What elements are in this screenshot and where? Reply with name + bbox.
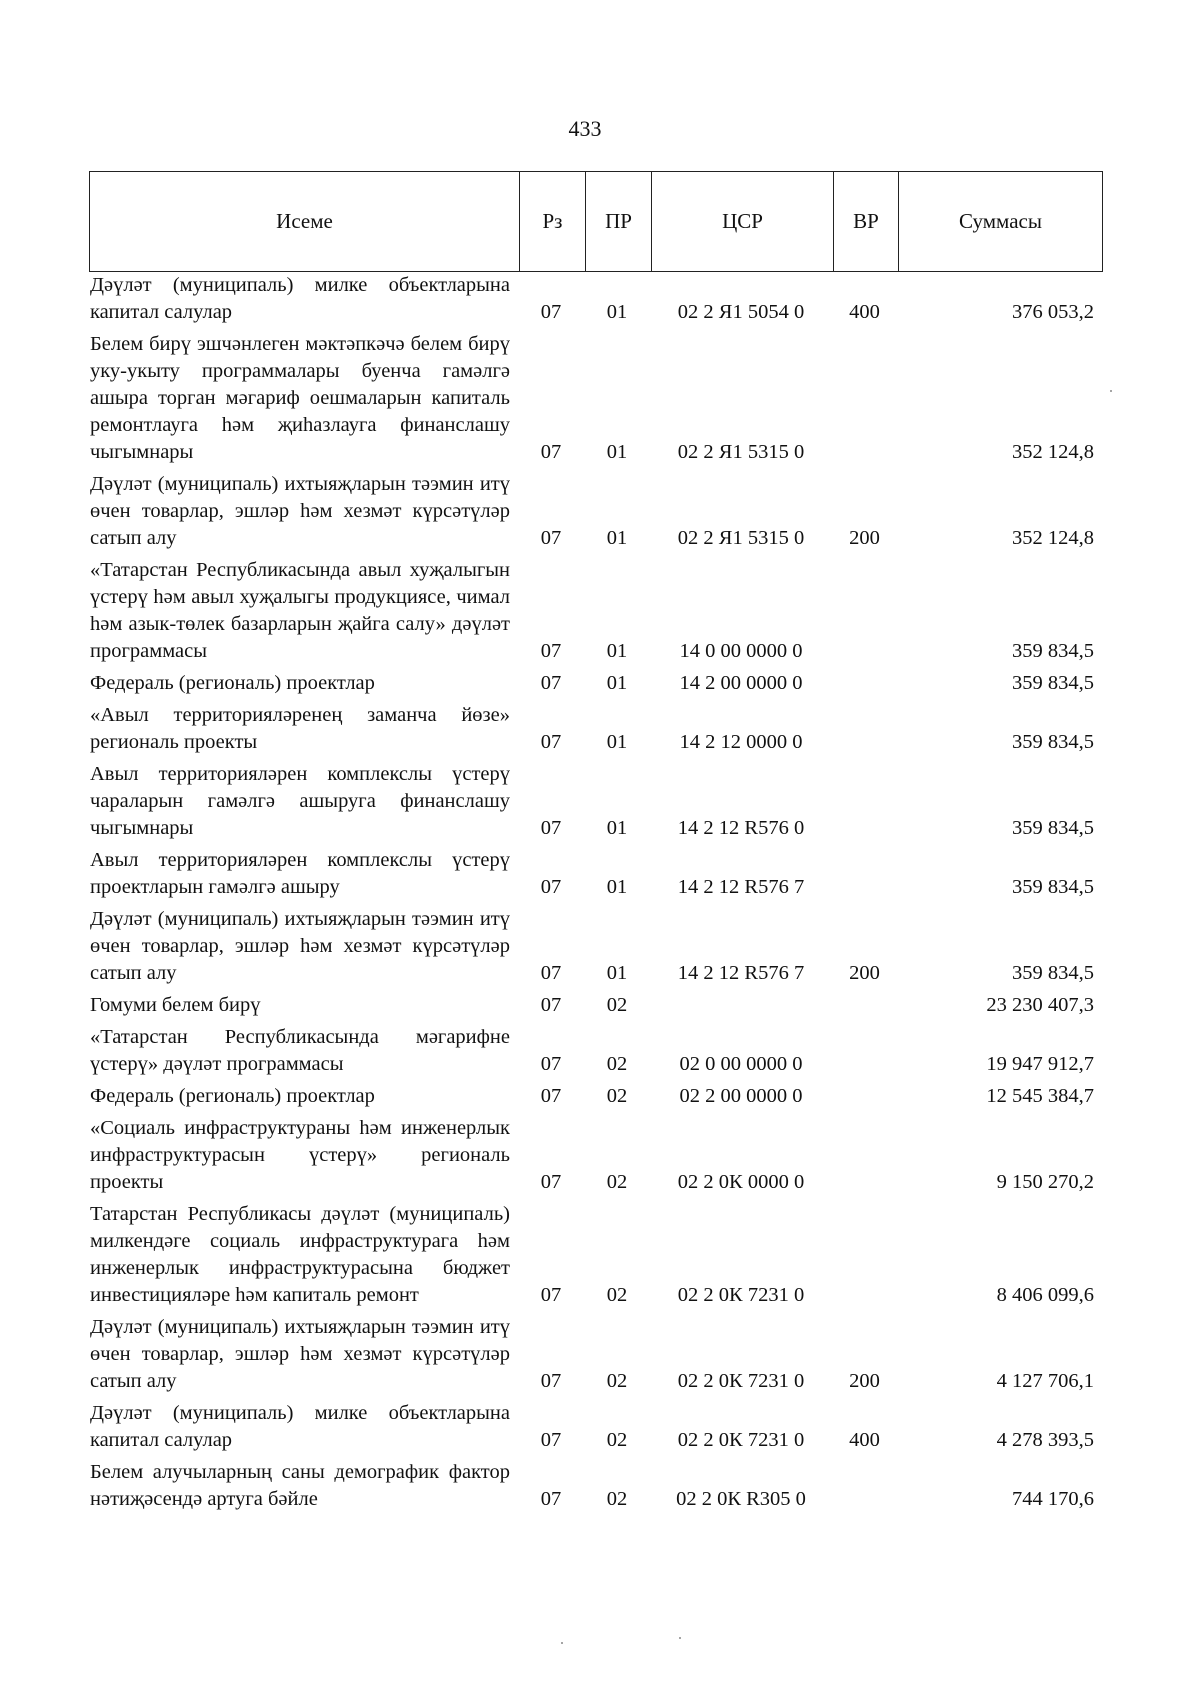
header-csr: ЦСР <box>651 172 833 271</box>
row-rz: 07 <box>540 731 562 753</box>
row-name: Федераль (региональ) проектлар <box>90 1085 375 1107</box>
header-pr: ПР <box>585 172 651 271</box>
table-row <box>90 992 1104 1024</box>
row-vr: 200 <box>849 1370 880 1392</box>
row-pr: 02 <box>606 1370 628 1392</box>
row-name: Федераль (региональ) проектлар <box>90 672 375 694</box>
row-name: Авыл территорияләрен комплекслы үстерү чараларын гамәлгә ашыруга финанслашу чыгымнары <box>90 763 510 839</box>
table-row <box>90 1201 1104 1314</box>
row-sum: 19 947 912,7 <box>986 1053 1094 1075</box>
row-sum: 359 834,5 <box>1012 731 1094 753</box>
row-name: «Татарстан Республикасында авыл хуҗалыгын үстерү һәм авыл хуҗалыгы продукциясе, чимал һәм азык-төлек базарларын җайга салу» дәүләт программасы <box>90 559 510 662</box>
row-sum: 744 170,6 <box>1012 1488 1094 1510</box>
row-sum: 23 230 407,3 <box>986 994 1094 1016</box>
row-sum: 352 124,8 <box>1012 441 1094 463</box>
row-name: «Социаль инфраструктураны һәм инженерлык инфраструктурасын үстерү» региональ проекты <box>90 1117 510 1193</box>
row-csr: 14 2 00 0000 0 <box>679 672 803 694</box>
table-row <box>90 670 1104 702</box>
scan-speck <box>561 1642 563 1644</box>
row-rz: 07 <box>540 301 562 323</box>
table-row <box>90 1083 1104 1115</box>
row-csr: 14 2 12 R576 7 <box>677 876 805 898</box>
row-csr: 02 2 Я1 5054 0 <box>677 301 805 323</box>
table-row <box>90 331 1104 471</box>
table-row <box>90 761 1104 847</box>
row-pr: 02 <box>606 1429 628 1451</box>
row-pr: 01 <box>606 640 628 662</box>
row-csr: 02 2 Я1 5315 0 <box>677 527 805 549</box>
row-sum: 9 150 270,2 <box>996 1171 1094 1193</box>
row-csr: 14 2 12 R576 7 <box>677 962 805 984</box>
table-row <box>90 847 1104 906</box>
table-body <box>90 272 1104 1518</box>
row-sum: 4 127 706,1 <box>996 1370 1094 1392</box>
row-name: Белем алучыларның саны демографик фактор нәтиҗәсендә артуга бәйле <box>90 1461 510 1510</box>
page-number: 433 <box>568 116 602 141</box>
table-row <box>90 1115 1104 1201</box>
row-vr: 400 <box>849 1429 880 1451</box>
row-sum: 376 053,2 <box>1012 301 1094 323</box>
table-row <box>90 272 1104 331</box>
row-name: Авыл территорияләрен комплекслы үстерү проектларын гамәлгә ашыру <box>90 849 510 898</box>
header-vr: ВР <box>833 172 898 271</box>
row-rz: 07 <box>540 962 562 984</box>
row-pr: 01 <box>606 817 628 839</box>
row-csr: 02 2 0К 7231 0 <box>677 1284 805 1306</box>
row-rz: 07 <box>540 1370 562 1392</box>
row-pr: 02 <box>606 1284 628 1306</box>
table-row <box>90 702 1104 761</box>
row-name: Дәүләт (муниципаль) ихтыяҗларын тәэмин итү өчен товарлар, эшләр һәм хезмәт күрсәтүләр сатып алу <box>90 473 510 549</box>
row-name: Дәүләт (муниципаль) милке объектларына капитал салулар <box>90 274 510 323</box>
row-name: «Авыл территорияләренең заманча йөзе» региональ проекты <box>90 704 510 753</box>
row-name: «Татарстан Республикасында мәгарифне үстерү» дәүләт программасы <box>90 1026 510 1075</box>
row-vr: 200 <box>849 962 880 984</box>
scan-speck <box>1110 390 1112 392</box>
row-pr: 01 <box>606 962 628 984</box>
row-pr: 01 <box>606 876 628 898</box>
row-rz: 07 <box>540 1053 562 1075</box>
row-rz: 07 <box>540 441 562 463</box>
row-vr: 200 <box>849 527 880 549</box>
row-csr: 14 2 12 R576 0 <box>677 817 805 839</box>
row-vr: 400 <box>849 301 880 323</box>
row-sum: 12 545 384,7 <box>986 1085 1094 1107</box>
row-rz: 07 <box>540 817 562 839</box>
table-row <box>90 906 1104 992</box>
header-name: Исеме <box>276 209 333 233</box>
row-pr: 01 <box>606 731 628 753</box>
row-csr: 02 2 0К 7231 0 <box>677 1429 805 1451</box>
row-rz: 07 <box>540 1171 562 1193</box>
row-rz: 07 <box>540 1488 562 1510</box>
row-rz: 07 <box>540 640 562 662</box>
row-sum: 359 834,5 <box>1012 876 1094 898</box>
row-rz: 07 <box>540 876 562 898</box>
row-rz: 07 <box>540 1085 562 1107</box>
row-name: Татарстан Республикасы дәүләт (муниципаль) милкендәге социаль инфраструктурага һәм инженерлык инфраструктурасына бюджет инвестицияләре һәм капиталь ремонт <box>90 1203 510 1306</box>
header-sum: Суммасы <box>898 172 1102 271</box>
scan-speck <box>679 1637 681 1639</box>
row-csr: 14 2 12 0000 0 <box>679 731 803 753</box>
row-sum: 359 834,5 <box>1012 817 1094 839</box>
row-csr: 14 0 00 0000 0 <box>679 640 803 662</box>
row-name: Белем бирү эшчәнлеген мәктәпкәчә белем бирү уку-укыту программалары буенча гамәлгә ашыра торган мәгариф оешмаларын капиталь ремонтлауга һәм җиһазлауга финанслашу чыгымнары <box>90 333 510 463</box>
row-sum: 4 278 393,5 <box>996 1429 1094 1451</box>
row-rz: 07 <box>540 672 562 694</box>
row-rz: 07 <box>540 1284 562 1306</box>
table-row <box>90 1400 1104 1459</box>
row-pr: 01 <box>606 441 628 463</box>
row-csr: 02 2 0К R305 0 <box>676 1488 806 1510</box>
row-sum: 8 406 099,6 <box>996 1284 1094 1306</box>
row-sum: 359 834,5 <box>1012 672 1094 694</box>
row-name: Дәүләт (муниципаль) милке объектларына капитал салулар <box>90 1402 510 1451</box>
row-name: Гомуми белем бирү <box>90 994 261 1016</box>
row-csr: 02 2 Я1 5315 0 <box>677 441 805 463</box>
table-row <box>90 1314 1104 1400</box>
table-header <box>89 171 1103 272</box>
row-sum: 359 834,5 <box>1012 962 1094 984</box>
row-pr: 02 <box>606 1488 628 1510</box>
row-csr: 02 2 0К 0000 0 <box>677 1171 805 1193</box>
row-sum: 359 834,5 <box>1012 640 1094 662</box>
row-name: Дәүләт (муниципаль) ихтыяҗларын тәэмин итү өчен товарлар, эшләр һәм хезмәт күрсәтүләр сатып алу <box>90 1316 510 1392</box>
row-rz: 07 <box>540 994 562 1016</box>
row-name: Дәүләт (муниципаль) ихтыяҗларын тәэмин итү өчен товарлар, эшләр һәм хезмәт күрсәтүләр сатып алу <box>90 908 510 984</box>
row-pr: 01 <box>606 301 628 323</box>
row-sum: 352 124,8 <box>1012 527 1094 549</box>
table-row <box>90 557 1104 670</box>
row-pr: 01 <box>606 527 628 549</box>
row-pr: 02 <box>606 1053 628 1075</box>
row-pr: 02 <box>606 1085 628 1107</box>
row-csr: 02 2 0К 7231 0 <box>677 1370 805 1392</box>
header-rz: Рз <box>519 172 585 271</box>
row-rz: 07 <box>540 527 562 549</box>
row-pr: 02 <box>606 1171 628 1193</box>
row-pr: 02 <box>606 994 628 1016</box>
table-row <box>90 471 1104 557</box>
row-csr: 02 0 00 0000 0 <box>679 1053 803 1075</box>
row-csr: 02 2 00 0000 0 <box>679 1085 803 1107</box>
row-rz: 07 <box>540 1429 562 1451</box>
table-row <box>90 1024 1104 1083</box>
row-pr: 01 <box>606 672 628 694</box>
table-row <box>90 1459 1104 1518</box>
